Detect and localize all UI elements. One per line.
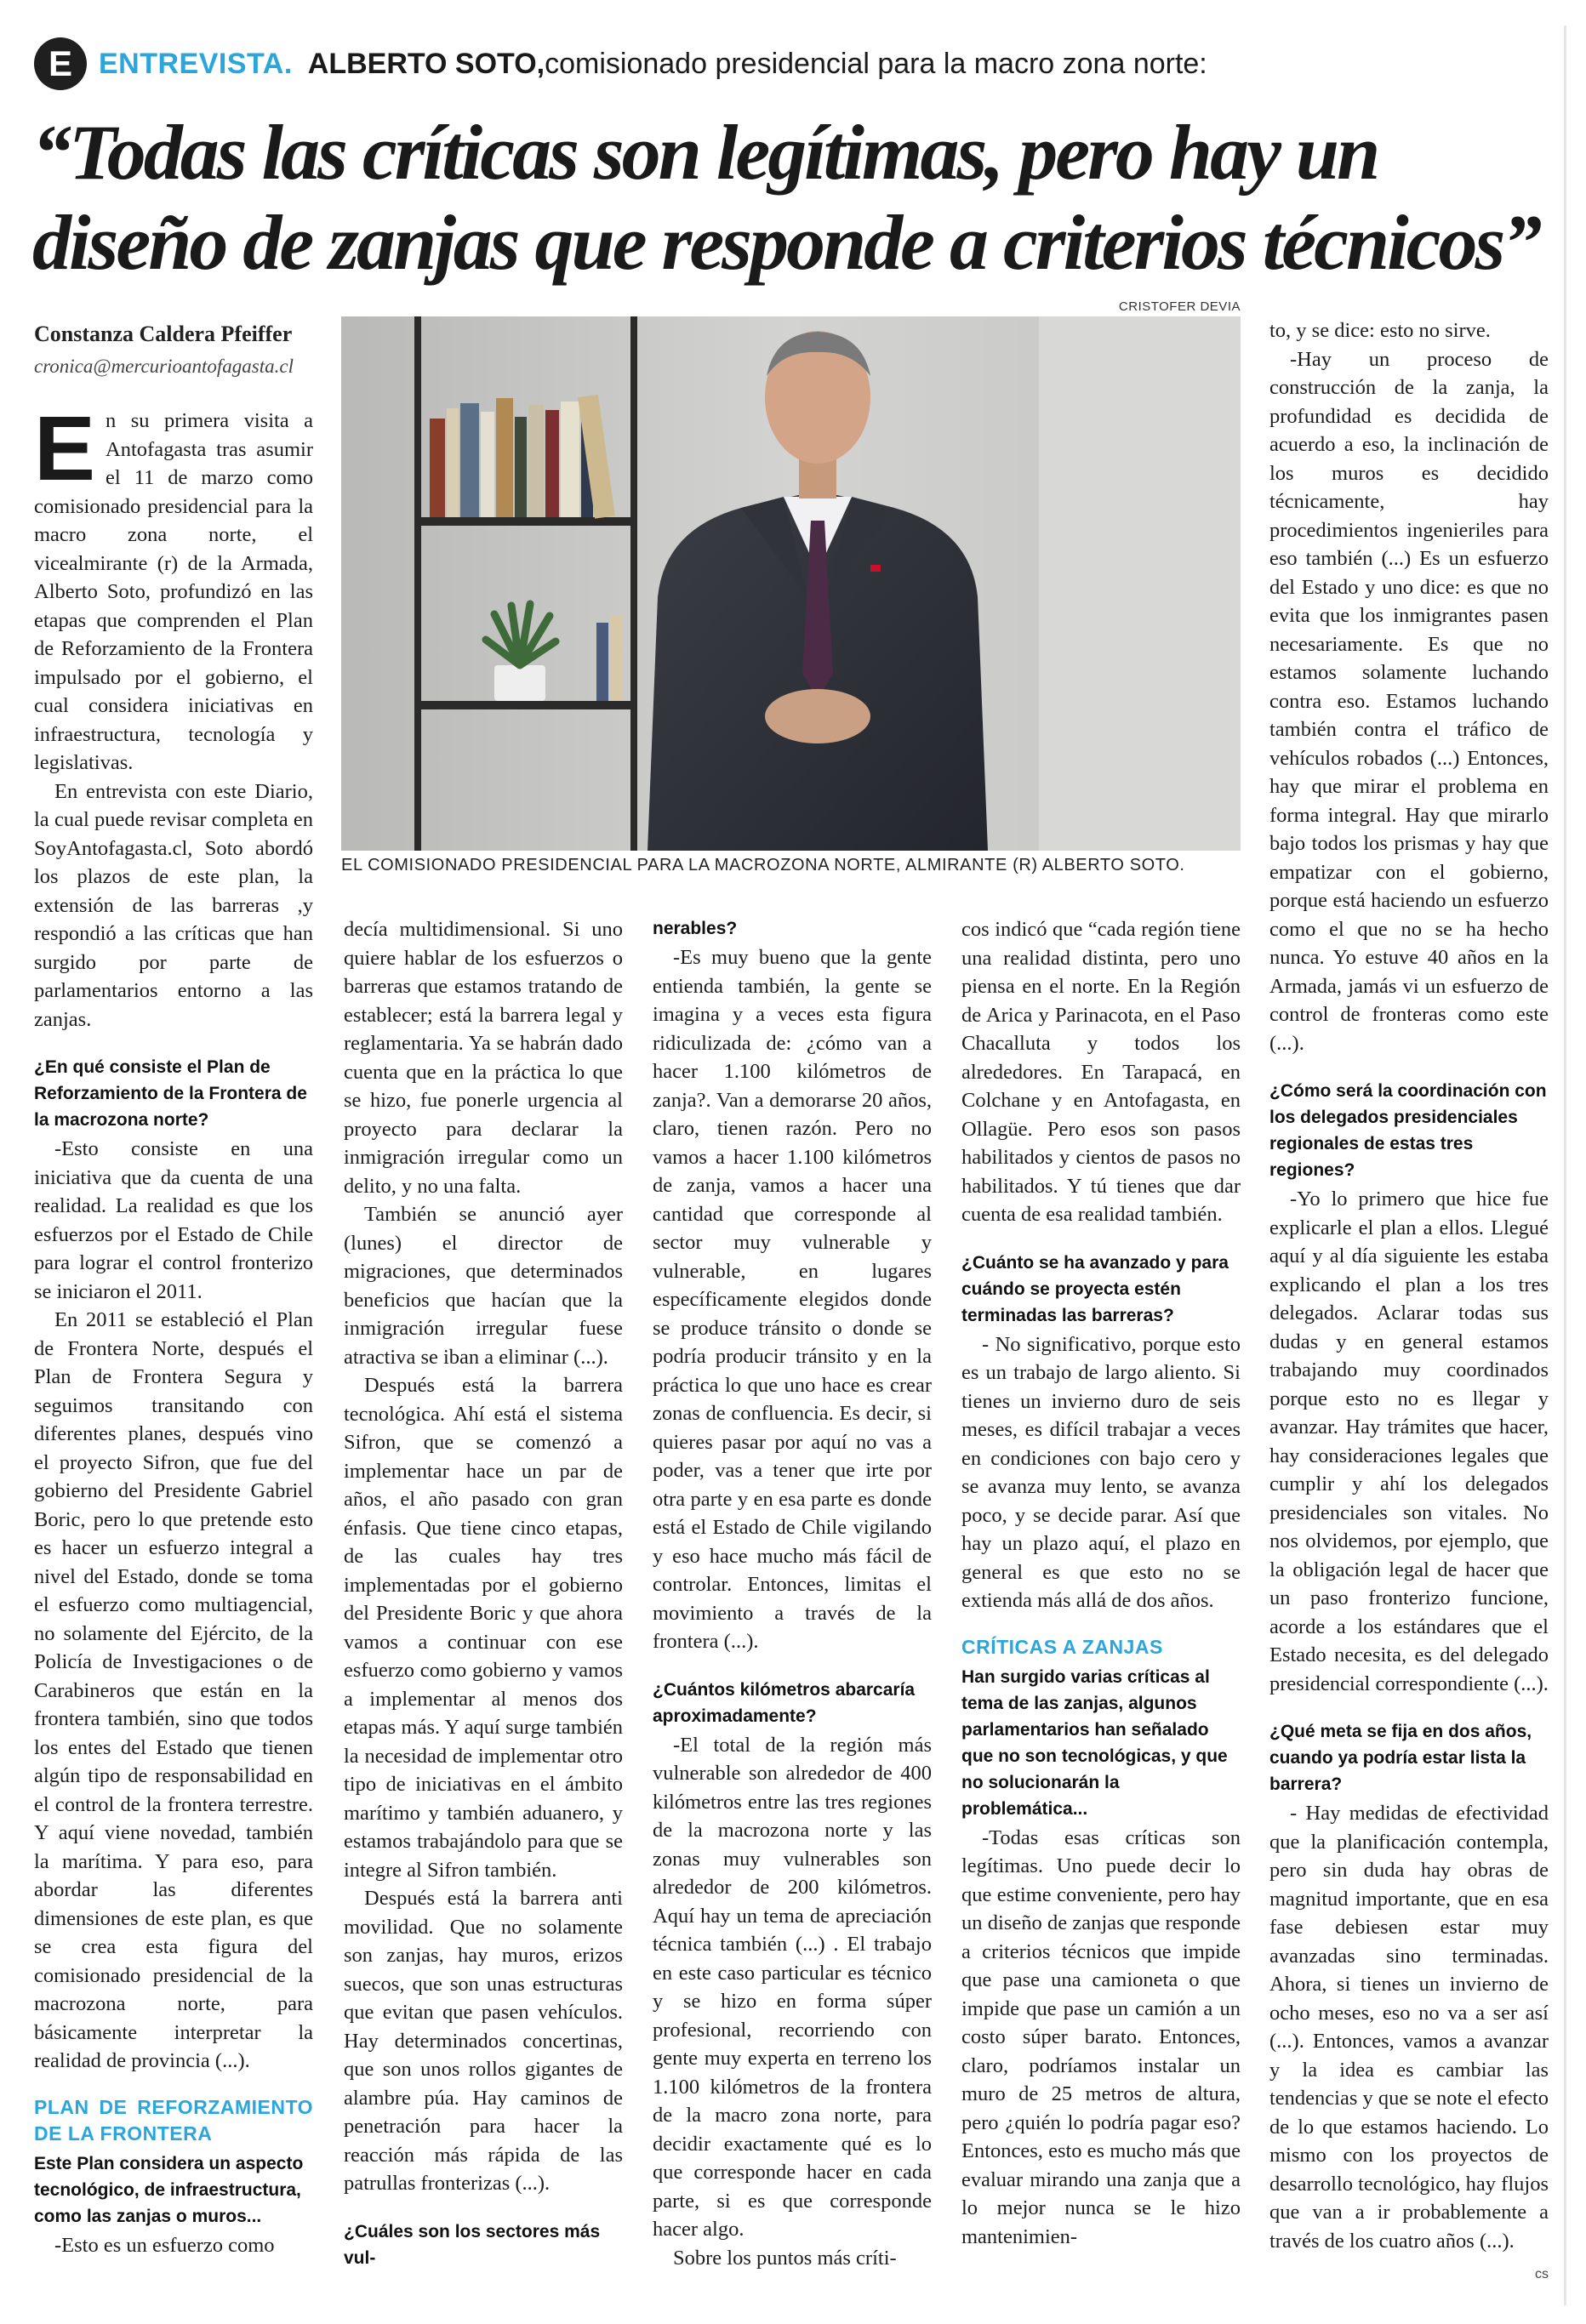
question: ¿Cómo será la coordinación con los delegados presidenciales regionales de estas tres regiones?	[1269, 1081, 1547, 1180]
subheading-lead: Han surgido varias críticas al tema de las zanjas, algunos parlamentarios han señalado que no son tecnológicas, y que no solucionarán la problemática...	[961, 1666, 1228, 1819]
paragraph: decía multidimensional. Si uno quiere hablar de los esfuerzos o barreras que estamos tratando de establecer; está la barrera legal y reglamentaria. Ya se habrán dado cuenta que en la práctica lo que se hizo, fue ponerle urgencia al proyecto para declarar la inmigración irregular como un delito, y no una falta.	[344, 918, 623, 1198]
subheading: CRÍTICAS A ZANJAS	[961, 1635, 1163, 1658]
drop-cap: E	[34, 396, 96, 499]
question: ¿Cuáles son los sectores más vul-	[344, 2221, 601, 2268]
article-column-4	[961, 915, 1241, 2251]
paragraph: -El total de la región más vulnerable son alrededor de 400 kilómetros entre las tres regiones de la macrozona norte y las zonas muy vulnerables son alrededor de 200 kilómetros. Aquí hay un tema de apreciación técnica también (...) . El trabajo en este caso particular es técnico y se hizo en forma súper profesional, recorriendo con gente muy experta en terreno los 1.100 kilómetros de la frontera de la macro zona norte, para decidir exactamente qué es lo que corresponde hacer en cada parte, si es que corresponde hacer algo.	[653, 1733, 932, 2241]
paragraph: - Hay medidas de efectividad que la planificación contempla, pero sin duda hay obras de magnitud importante, que en esa fase debiesen estar muy avanzadas sino terminadas. Ahora, si tienes un invierno de ocho meses, eso no va a ser así (...). Entonces, vamos a avanzar y la idea es cambiar las tendencias y que se note el efecto de lo que estamos haciendo. Lo mismo con los proyectos de desarrollo tecnológico, hay flujos que van a ir probablemente a través de los cuatro años (...).	[1269, 1802, 1549, 2253]
paragraph: Después está la barrera anti movilidad. Que no solamente son zanjas, hay muros, erizos suecos, que son unas estructuras que evitan que pasen vehículos. Hay determinados concertinas, que son unos rollos gigantes de alambre púa. Hay caminos de penetración para hacer la reacción más rápida de las patrullas fronterizas (...).	[344, 1887, 623, 2195]
author-name: Constanza Caldera Pfeiffer	[34, 322, 293, 346]
article-column-5	[1269, 316, 1549, 2289]
paragraph: -Esto consiste en una iniciativa que da cuenta de una realidad. La realidad es que los esfuerzos por el Estado de Chile para lograr el control fronterizo se iniciaron el 2011.	[34, 1137, 313, 1303]
paragraph: -Es muy bueno que la gente entienda también, la gente se imagina y a veces esta figura ridiculizada de: ¿cómo van a hacer 1.100 kilómetros de zanja?. Van a demorarse 20 años, claro, tienen razón. Pero no vamos a hacer 1.100 kilómetros de zanja, vamos a hacer una cantidad que corresponde al sector muy vulnerable y vulnerable, en lugares específicamente elegidos donde se produce tránsito o donde se podría producir tránsito y en la práctica lo que uno hace es crear zonas de confluencia. Es decir, si quieres pasar por aquí no vas a poder, vas a tener que irte por otra parte y en esa parte es donde está el Estado de Chile vigilando y eso hace mucho más fácil de controlar. Entonces, limitas el movimiento a través de la frontera (...).	[653, 946, 932, 1653]
paragraph: Sobre los puntos más críti-	[673, 2246, 897, 2270]
photo-credit: CRISTOFER DEVIA	[1118, 299, 1241, 314]
paragraph: En 2011 se estableció el Plan de Frontera Norte, después el Plan de Frontera Segura y seguimos transitando con diferentes planes, después vino el proyecto Sifron, que fue del gobierno del Presidente Gabriel Boric, pero lo que pretende esto es hacer un esfuerzo integral a nivel del Estado, donde se toma el esfuerzo como multiagencial, no solamente del Ejército, de la Policía de Investigaciones o de Carabineros que están en la frontera también, sino que todos los entes del Estado que tienen algún tipo de responsabilidad en el control de la frontera terrestre. Y aquí viene novedad, también la marítima. Y para eso, para abordar las diferentes dimensiones de este plan, es que se crea esta figura del comisionado presidencial de la macrozona norte, para básicamente interpretar la realidad de provincia (...).	[34, 1308, 313, 2072]
paragraph: to, y se dice: esto no sirve.	[1269, 319, 1491, 342]
portrait-photo	[341, 316, 1241, 851]
paragraph: -Hay un proceso de construcción de la zanja, la profundidad es decidida de acuerdo a eso, la inclinación de los muros es decidido técnicamente, hay procedimientos ingenieriles para eso también (...) Es un esfuerzo del Estado y uno dice: es que no evita que los inmigrantes pasen necesariamente. Es que no estamos solamente luchando contra eso. Estamos luchando también contra el tráfico de vehículos robados (...) Entonces, hay que mirar el problema en forma integral. Hay que mirarlo bajo todos los prismas y hay que empatizar con el gobierno, porque está haciendo un esfuerzo como el que no se ha hecho nunca. Yo estuve 40 años en la Armada, jamás vi un esfuerzo de control de fronteras como este (...).	[1269, 347, 1549, 1055]
paragraph: En entrevista con este Diario, la cual puede revisar completa en SoyAntofagasta.cl, Soto abordó los plazos de este plan, la extensión de las barreras ,y respondió a las críticas que han surgido por parte de parlamentarios entorno a las zanjas.	[34, 779, 313, 1031]
question: ¿Cuánto se ha avanzado y para cuándo se proyecta estén terminadas las barreras?	[961, 1252, 1229, 1325]
paragraph: -Esto es un esfuerzo como	[54, 2233, 275, 2257]
page-edge-rule	[1564, 26, 1566, 2305]
section-badge: E	[34, 37, 87, 90]
kicker-line	[34, 36, 1207, 92]
article-column-1	[34, 396, 313, 2259]
question: ¿En qué consiste el Plan de Reforzamiento de la Frontera de la macrozona norte?	[34, 1057, 307, 1130]
question: ¿Cuántos kilómetros abarcaría aproximadamente?	[653, 1679, 916, 1726]
end-mark: cs	[1535, 2267, 1549, 2281]
question: ¿Qué meta se fija en dos años, cuando ya podría estar lista la barrera?	[1269, 1722, 1532, 1794]
byline	[34, 322, 323, 378]
paragraph: cos indicó que “cada región tiene una realidad distinta, pero uno piensa en el norte. En la Región de Arica y Parinacota, en el Paso Chacalluta y todos los alrededores. En Tarapacá, en Colchane y en Antofagasta, en Ollagüe. Pero esos son pasos habilitados y cientos de pasos no habilitados. Y tú tienes que dar cuenta de esa realidad también.	[961, 918, 1241, 1226]
author-email[interactable]: cronica@mercurioantofagasta.cl	[34, 356, 294, 377]
article-column-2	[344, 915, 623, 2273]
subheading-lead: Este Plan considera un aspecto tecnológico, de infraestructura, como las zanjas o muros...	[34, 2153, 304, 2226]
paragraph: -Yo lo primero que hice fue explicarle el plan a ellos. Llegué aquí y al día siguiente les estaba explicando el plan a los tres delegados. Aclarar todas sus dudas y en general estamos trabajando muy coordinados porque esto no es llegar y avanzar. Hay trámites que hacer, hay consideraciones legales que cumplir y ahí los delegados presidenciales son vitales. No nos olvidemos, por ejemplo, que la obligación legal de hacer que un paso fronterizo funcione, acorde a los estándares que el Estado necesita, es del delegado presidencial correspondiente (...).	[1269, 1188, 1549, 1695]
question-continued: nerables?	[653, 919, 738, 938]
interviewee-name: ALBERTO SOTO,	[307, 47, 545, 80]
paragraph: Después está la barrera tecnológica. Ahí está el sistema Sifron, que se comenzó a implementar hace un par de años, el año pasado con gran énfasis. Que tiene cinco etapas, de las cuales hay tres implementadas por el gobierno del Presidente Boric y que ahora vamos a continuar con ese esfuerzo como gobierno y vamos a implementar al menos dos etapas más. Y aquí surge también la necesidad de implementar otro tipo de iniciativas en el ámbito marítimo y también aduanero, y estamos trabajándolo para que se integre al Sifron también.	[344, 1374, 623, 1882]
paragraph: También se anunció ayer (lunes) el director de migraciones, que determinados beneficios que hacían que la inmigración irregular fuese atractiva se iban a eliminar (...).	[344, 1203, 623, 1369]
paragraph: - No significativo, porque esto es un trabajo de largo aliento. Si tienes un invierno duro de seis meses, es difícil trabajar a veces en condiciones con bajo cero y se avanza muy lento, se avanza poco, y se decide parar. Así que hay un plazo aquí, el plazo en general es que esto no se extienda más allá de dos años.	[961, 1332, 1241, 1612]
interviewee-role: comisionado presidencial para la macro zona norte:	[545, 47, 1207, 80]
lead-paragraph-text: n su primera visita a Antofagasta tras asumir el 11 de marzo como comisionado presidencial para la macro zona norte, el vicealmirante (r) de la Armada, Alberto Soto, profundizó en las etapas que comprenden el Plan de Reforzamiento de la Frontera impulsado por el gobierno, el cual considera iniciativas en infraestructura, tecnología y legislativas.	[34, 409, 313, 774]
subheading: PLAN DE REFORZAMIENTO DE LA FRONTERA	[34, 2095, 313, 2145]
lead-paragraph	[34, 396, 313, 778]
article-column-3	[653, 915, 932, 2272]
paragraph: -Todas esas críticas son legítimas. Uno puede decir lo que estime conveniente, pero hay un diseño de zanjas que responde a criterios técnicos que impide que pase una camioneta o que impide que pase un camión a un costo súper barato. Entonces, claro, podríamos instalar un muro de 25 metros de altura, pero ¿quién lo podría pagar eso? Entonces, esto es mucho más que evaluar mirando una zanja que a lo mejor nunca se le hizo mantenimien-	[961, 1826, 1241, 2248]
photo-caption: EL COMISIONADO PRESIDENCIAL PARA LA MACROZONA NORTE, ALMIRANTE (R) ALBERTO SOTO.	[341, 856, 1185, 874]
headline: “Todas las críticas son legítimas, pero hay un diseño de zanjas que responde a criterios técnicos”	[32, 109, 1540, 286]
section-label: ENTREVISTA.	[99, 47, 293, 80]
